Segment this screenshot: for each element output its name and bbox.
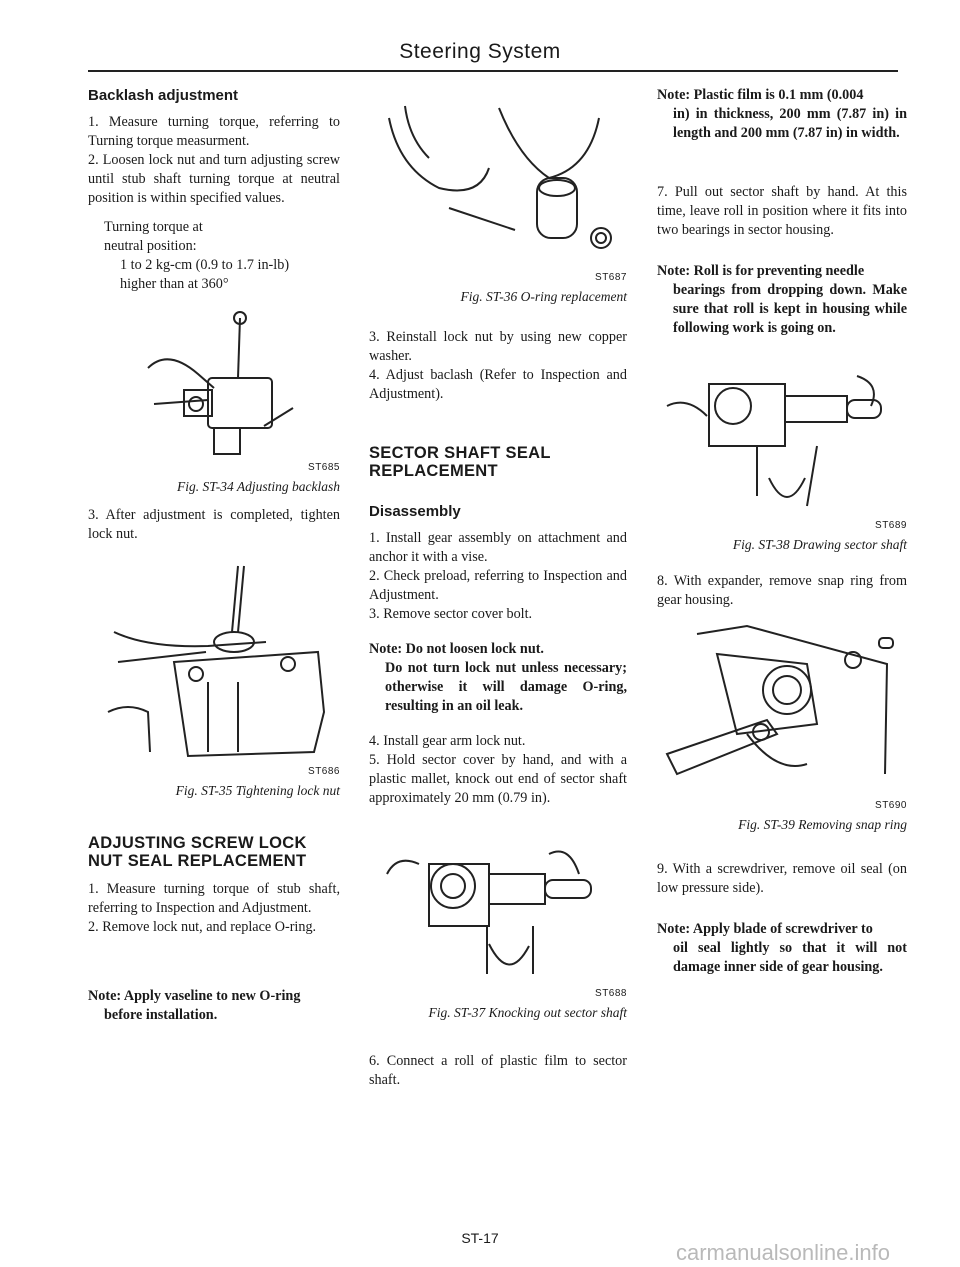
figure-st37 <box>369 834 627 1022</box>
note-lead: Note: Plastic film is 0.1 mm (0.004 <box>657 87 864 103</box>
step-3: 3. Remove sector cover bolt. <box>369 606 533 622</box>
note-body: Do not turn lock nut unless necessary; otherwise it will damage O-ring, resulting in an oil leak. <box>385 660 627 714</box>
note-body: before installation. <box>104 1007 218 1023</box>
spec-line-3: 1 to 2 kg-cm (0.9 to 1.7 in-lb) <box>120 257 290 273</box>
step-4: 4. Install gear arm lock nut. <box>369 733 526 749</box>
step-8: 8. With expander, remove snap ring from gear housing. <box>657 573 907 608</box>
note-body: in) in thickness, 200 mm (7.87 in) in length and 200 mm (7.87 in) in width. <box>673 106 907 141</box>
step-2b: 2. Remove lock nut, and replace O-ring. <box>88 919 317 935</box>
step-3: 3. After adjustment is completed, tighten lock nut. <box>88 507 340 542</box>
step-5: 5. Hold sector cover by hand, and with a plastic mallet, knock out end of sector shaft approximately 20 mm (0.79 in). <box>369 752 627 806</box>
step-7: 7. Pull out sector shaft by hand. At this time, leave roll in position where it fits into two bearings in sector housing. <box>657 184 907 238</box>
figure-caption: Fig. ST-38 Drawing sector shaft <box>732 537 907 552</box>
step-9: 9. With a screwdriver, remove oil seal (on low pressure side). <box>657 861 907 896</box>
step-2: 2. Loosen lock nut and turn adjusting screw until stub shaft turning torque at neutral position is within specified values. <box>88 152 340 206</box>
figure-st35 <box>88 562 340 800</box>
step-2: 2. Check preload, referring to Inspection and Adjustment. <box>369 568 627 603</box>
column-middle <box>369 86 627 1090</box>
note-lock-nut <box>369 640 627 716</box>
note-plastic-film <box>657 86 907 143</box>
page-number: ST-17 <box>461 1230 499 1246</box>
o-ring-replacement-illustration <box>369 98 627 268</box>
figure-code: ST688 <box>595 988 627 999</box>
figure-st34 <box>88 308 340 496</box>
step-6: 6. Connect a roll of plastic film to sector shaft. <box>369 1053 627 1088</box>
removing-snap-ring-illustration <box>657 624 907 796</box>
note-screwdriver <box>657 920 907 977</box>
figure-code: ST686 <box>308 766 340 777</box>
header-rule <box>88 70 898 72</box>
note-vaseline <box>88 987 340 1025</box>
figure-st36 <box>369 98 627 306</box>
figure-code: ST685 <box>308 462 340 473</box>
note-lead: Note: Apply vaseline to new O-ring <box>88 988 301 1004</box>
drawing-sector-shaft-illustration <box>657 366 907 516</box>
watermark: carmanualsonline.info <box>675 1240 890 1265</box>
note-roll <box>657 262 907 338</box>
heading-disassembly: Disassembly <box>369 503 461 520</box>
spec-line-1: Turning torque at <box>104 219 203 235</box>
figure-caption: Fig. ST-35 Tightening lock nut <box>175 783 340 798</box>
heading-adjusting-screw-lock-nut-seal: ADJUSTING SCREW LOCK NUT SEAL REPLACEMENT <box>88 834 307 870</box>
step-1: 1. Measure turning torque, referring to Turning torque measurment. <box>88 114 340 149</box>
knocking-out-sector-shaft-illustration <box>369 834 627 984</box>
heading-sector-shaft-seal-replacement: SECTOR SHAFT SEAL REPLACEMENT <box>369 444 551 480</box>
adjusting-backlash-illustration <box>88 308 340 458</box>
note-lead: Note: Apply blade of screwdriver to <box>657 921 873 937</box>
figure-st39 <box>657 624 907 834</box>
figure-caption: Fig. ST-37 Knocking out sector shaft <box>428 1005 627 1020</box>
figure-caption: Fig. ST-36 O-ring replacement <box>460 289 627 304</box>
note-body: oil seal lightly so that it will not damage inner side of gear housing. <box>673 940 907 975</box>
figure-caption: Fig. ST-34 Adjusting backlash <box>177 479 340 494</box>
tightening-lock-nut-illustration <box>88 562 340 762</box>
spec-line-4: higher than at 360° <box>120 276 229 292</box>
step-3: 3. Reinstall lock nut by using new copper washer. <box>369 329 627 364</box>
heading-backlash-adjustment: Backlash adjustment <box>88 87 239 104</box>
step-4: 4. Adjust baclash (Refer to Inspection and Adjustment). <box>369 367 627 402</box>
column-right <box>657 86 907 977</box>
figure-code: ST690 <box>875 800 907 811</box>
figure-caption: Fig. ST-39 Removing snap ring <box>738 817 907 832</box>
note-body: bearings from dropping down. Make sure that roll is kept in housing while following work is going on. <box>673 282 907 336</box>
page-header-title: Steering System <box>399 40 561 63</box>
figure-code: ST687 <box>595 272 627 283</box>
note-lead: Note: Do not loosen lock nut. <box>369 641 544 657</box>
note-lead: Note: Roll is for preventing needle <box>657 263 865 279</box>
figure-st38 <box>657 366 907 554</box>
spec-line-2: neutral position: <box>104 238 197 254</box>
figure-code: ST689 <box>875 520 907 531</box>
column-left <box>88 86 340 1025</box>
step-1: 1. Install gear assembly on attachment and anchor it with a vise. <box>369 530 627 565</box>
step-1b: 1. Measure turning torque of stub shaft, referring to Inspection and Adjustment. <box>88 881 340 916</box>
